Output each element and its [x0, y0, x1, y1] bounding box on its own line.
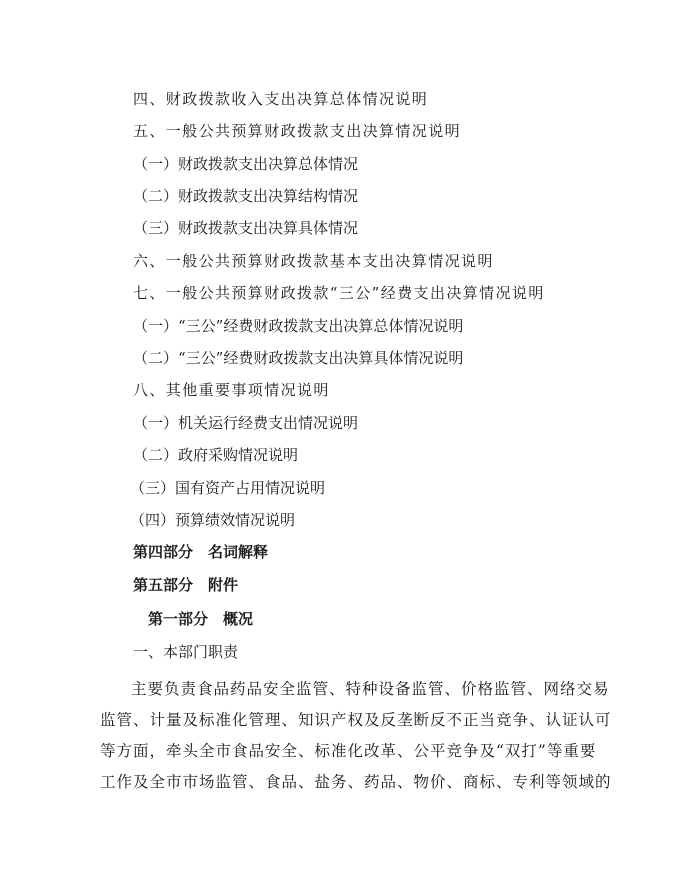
- paragraph-line: 监管、计量及标准化管理、知识产权及反垄断反不正当竞争、认证认可: [100, 711, 612, 729]
- toc-item-5-2: （二）财政拨款支出决算结构情况: [133, 187, 359, 205]
- toc-item-8-1: （一）机关运行经费支出情况说明: [133, 414, 359, 432]
- toc-item-8: 八、其他重要事项情况说明: [133, 381, 330, 399]
- toc-part-4: 第四部分 名词解释: [133, 543, 269, 561]
- toc-item-6: 六、一般公共预算财政拨款基本支出决算情况说明: [133, 252, 494, 270]
- paragraph-line: 等方面，牵头全市食品安全、标准化改革、公平竞争及“双打”等重要: [100, 742, 597, 760]
- paragraph-line: 工作及全市市场监管、食品、盐务、药品、物价、商标、专利等领域的: [100, 773, 612, 791]
- toc-item-8-4: （四）预算绩效情况说明: [130, 511, 296, 529]
- toc-item-7-2: （二）“三公”经费财政拨款支出决算具体情况说明: [133, 349, 464, 367]
- toc-item-4: 四、财政拨款收入支出决算总体情况说明: [133, 90, 429, 108]
- body-paragraph: [100, 674, 612, 798]
- paragraph-line: 主要负责食品药品安全监管、特种设备监管、价格监管、网络交易: [131, 680, 610, 698]
- toc-part-5: 第五部分 附件: [133, 576, 239, 594]
- toc-item-8-3: （三）国有资产占用情况说明: [130, 479, 326, 497]
- toc-item-5-1: （一）财政拨款支出决算总体情况: [133, 155, 359, 173]
- section-subheading: 一、本部门职责: [133, 643, 239, 661]
- section-heading: 第一部分 概况: [148, 610, 254, 628]
- toc-item-7-1: （一）“三公”经费财政拨款支出决算总体情况说明: [133, 317, 464, 335]
- toc-item-7: 七、一般公共预算财政拨款“三公”经费支出决算情况说明: [133, 284, 545, 302]
- toc-item-8-2: （二）政府采购情况说明: [133, 446, 299, 464]
- toc-item-5: 五、一般公共预算财政拨款支出决算情况说明: [133, 122, 462, 140]
- toc-item-5-3: （三）财政拨款支出决算具体情况: [133, 219, 359, 237]
